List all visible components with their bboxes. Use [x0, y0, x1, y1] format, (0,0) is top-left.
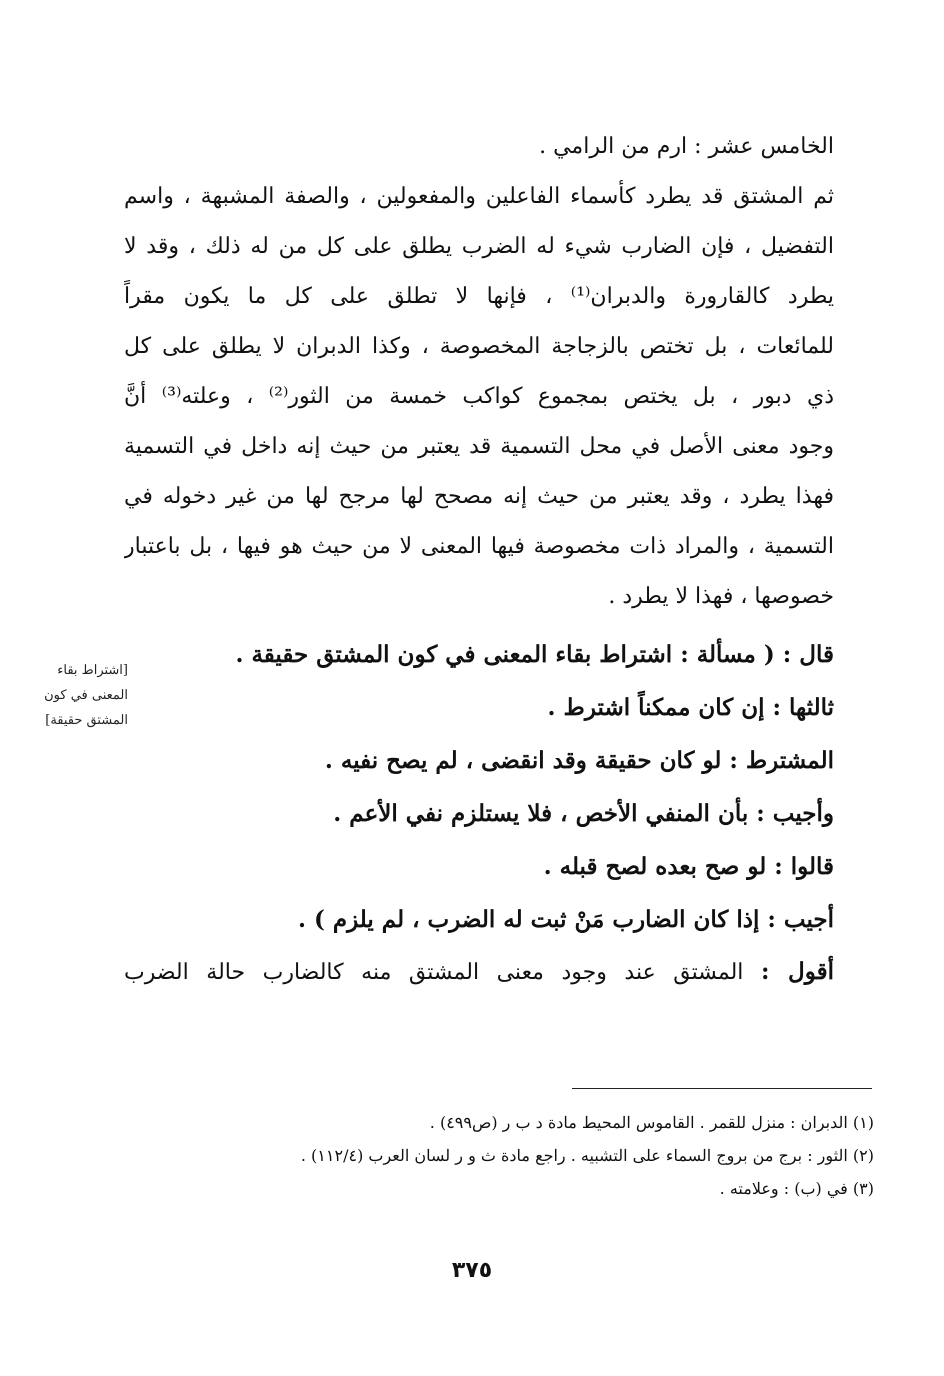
page-number: ٣٧٥: [451, 1258, 493, 1283]
text-line: يطرد كالقارورة والدبران⁽¹⁾ ، فإنها لا تطلق على كل ما يكون مقراً: [124, 284, 834, 309]
text-line: خصوصها ، فهذا لا يطرد .: [608, 584, 834, 609]
footnote: (١) الدبران : منزل للقمر . القاموس المحيط مادة د ب ر (ص٤٩٩) .: [429, 1113, 874, 1132]
text-line: فهذا يطرد ، وقد يعتبر من حيث إنه مصحح لها مرجح لها من غير دخوله في: [124, 484, 834, 509]
footnote-separator: [572, 1088, 872, 1089]
text-line: ثم المشتق قد يطرد كأسماء الفاعلين والمفعولين ، والصفة المشبهة ، واسم: [124, 184, 834, 209]
margin-note-line: المعنى في كون: [44, 688, 128, 703]
text-line: التفضيل ، فإن الضارب شيء له الضرب يطلق على كل من له ذلك ، وقد لا: [124, 234, 834, 259]
matn-line: ثالثها : إن كان ممكناً اشترط .: [547, 694, 834, 721]
commentary-label: أقول :: [760, 958, 834, 985]
matn-line: قالوا : لو صح بعده لصح قبله .: [543, 853, 834, 880]
footnote: (٣) في (ب) : وعلامته .: [719, 1179, 874, 1198]
commentary-text: المشتق عند وجود معنى المشتق منه كالضارب حالة الضرب: [124, 960, 744, 985]
text-line: التسمية ، والمراد ذات مخصوصة فيها المعنى لا من حيث هو فيها ، بل باعتبار: [124, 534, 834, 559]
matn-line: أجيب : إذا كان الضارب مَنْ ثبت له الضرب ، لم يلزم ) .: [297, 906, 834, 933]
matn-line: وأجيب : بأن المنفي الأخص ، فلا يستلزم نفي الأعم .: [333, 800, 834, 827]
text-line: الخامس عشر : ارم من الرامي .: [539, 134, 834, 159]
footnotes: [114, 1106, 874, 1205]
text-line: للمائعات ، بل تختص بالزجاجة المخصوصة ، وكذا الدبران لا يطلق على كل: [124, 334, 834, 359]
quoted-matn: [124, 628, 834, 946]
text-line: وجود معنى الأصل في محل التسمية قد يعتبر من حيث إنه داخل في التسمية: [124, 434, 834, 459]
footnote: (٢) الثور : برج من بروج السماء على التشبيه . راجع مادة ث و ر لسان العرب (١١٢/٤) .: [300, 1146, 874, 1165]
margin-note-line: المشتق حقيقة]: [45, 713, 128, 728]
commentary-line: [124, 946, 834, 999]
margin-note-line: [اشتراط بقاء: [57, 663, 128, 678]
margin-note: [28, 658, 128, 733]
main-text: [124, 122, 834, 999]
matn-line: المشترط : لو كان حقيقة وقد انقضى ، لم يصح نفيه .: [324, 747, 834, 774]
text-line: ذي دبور ، بل يختص بمجموع كواكب خمسة من الثور⁽²⁾ ، وعلته⁽³⁾ أنَّ: [124, 384, 834, 409]
matn-line: قال : ( مسألة : اشتراط بقاء المعنى في كون المشتق حقيقة .: [235, 641, 834, 668]
